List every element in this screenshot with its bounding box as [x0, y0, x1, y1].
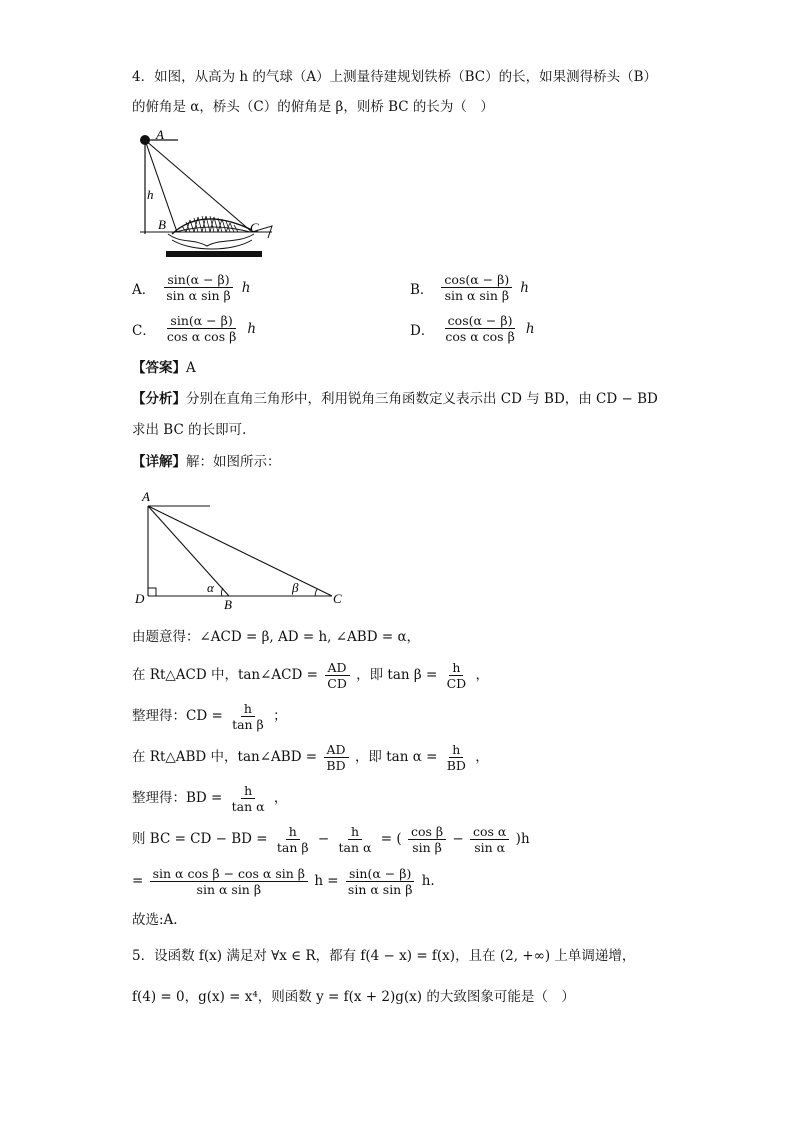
step-5: 整理得：BD = $\frac{h}{\text{tan α}}$ ，: [132, 783, 288, 814]
option-d-letter: D．: [410, 322, 435, 339]
analysis-line1: 【分析】分别在直角三角形中，利用锐角三角函数定义表示出 CD 与 BD，由 CD − BD: [132, 391, 658, 407]
fig2-label-C: C: [333, 591, 342, 606]
option-c-fraction: $\frac{\sin(\alpha - \beta)}{\text{cos α cos β}}$: [166, 313, 237, 344]
fig1-label-B: B: [158, 217, 166, 232]
detail-tag: 【详解】: [132, 454, 186, 470]
step-7: = $\frac{\text{sin α cos β − cos α sin β}}{\text{sin α sin β}}$ h = $\frac{\sin(\alpha - \beta)}{\text{sin α sin β}}$ h.: [132, 866, 435, 897]
option-a-fraction: $\frac{\sin(\alpha - \beta)}{\text{sin α sin β}}$: [166, 272, 231, 303]
conclusion: 故选:A.: [132, 912, 178, 928]
analysis-line2: 求出 BC 的长即可.: [132, 422, 247, 438]
fig2-label-D: D: [135, 591, 145, 606]
detail-line: 【详解】解：如图所示：: [132, 454, 281, 470]
answer-line: [132, 358, 196, 378]
fig2-label-B: B: [224, 597, 232, 612]
fig2-label-beta: β: [292, 580, 299, 595]
step-3: 整理得：CD = $\frac{h}{\text{tan β}}$ ；: [132, 701, 287, 732]
q5-stem-line2: f(4) = 0，g(x) = x⁴，则函数 y = f(x + 2)g(x) 的大致图象可能是（ ）: [132, 989, 575, 1005]
analysis-tag: 【分析】: [132, 391, 186, 407]
option-a-letter: A．: [132, 281, 156, 298]
fig1-label-h: h: [147, 187, 154, 202]
option-b-fraction: $\frac{\cos(\alpha - \beta)}{\text{sin α sin β}}$: [441, 272, 512, 303]
option-a[interactable]: A． $\frac{\sin(\alpha - \beta)}{\text{sin α sin β}}$ h: [132, 272, 251, 303]
q4-stem-line1: 4．如图，从高为 h 的气球（A）上测量待建规划铁桥（BC）的长，如果测得桥头（B）: [132, 69, 658, 85]
fig1-label-A: A: [156, 127, 164, 142]
q4-stem-line2: 的俯角是 α，桥头（C）的俯角是 β，则桥 BC 的长为（ ）: [132, 99, 494, 115]
option-c[interactable]: C． $\frac{\sin(\alpha - \beta)}{\text{cos α cos β}}$ h: [132, 313, 257, 344]
answer-tag: 【答案】: [132, 360, 186, 376]
step-2: 在 Rt△ACD 中，tan∠ACD = $\frac{AD}{CD}$ ，即 tan β = $\frac{h}{CD}$ ，: [132, 660, 489, 691]
fig2-label-alpha: α: [207, 580, 214, 595]
step-4: 在 Rt△ABD 中，tan∠ABD = $\frac{AD}{BD}$ ，即 tan α = $\frac{h}{BD}$ ，: [132, 742, 489, 773]
balloon-bridge-figure: [132, 126, 292, 266]
option-d-fraction: $\frac{\cos(\alpha - \beta)}{\text{cos α cos β}}$: [445, 313, 515, 344]
q5-stem-line1: 5．设函数 f(x) 满足对 ∀x ∈ R，都有 f(4 − x) = f(x)，且在 (2, +∞) 上单调递增，: [132, 948, 636, 964]
triangle-diagram: [132, 486, 357, 614]
step-6: 则 BC = CD − BD = $\frac{h}{\text{tan β}}$ − $\frac{h}{\text{tan α}}$ = ( $\frac{\text{cos β}}{\text{sin β}}$ − $\frac{\text{cos α}}{\text{sin α}}$ )h: [132, 824, 530, 855]
option-b[interactable]: B． $\frac{\cos(\alpha - \beta)}{\text{sin α sin β}}$ h: [410, 272, 529, 303]
answer-value: A: [186, 360, 196, 376]
fig2-label-A: A: [142, 489, 150, 504]
step-1: 由题意得：∠ACD = β, AD = h, ∠ABD = α，: [132, 629, 421, 645]
option-b-letter: B．: [410, 281, 434, 298]
option-c-letter: C．: [132, 322, 156, 339]
fig1-label-C: C: [250, 220, 259, 235]
option-d[interactable]: D． $\frac{\cos(\alpha - \beta)}{\text{cos α cos β}}$ h: [410, 313, 535, 344]
